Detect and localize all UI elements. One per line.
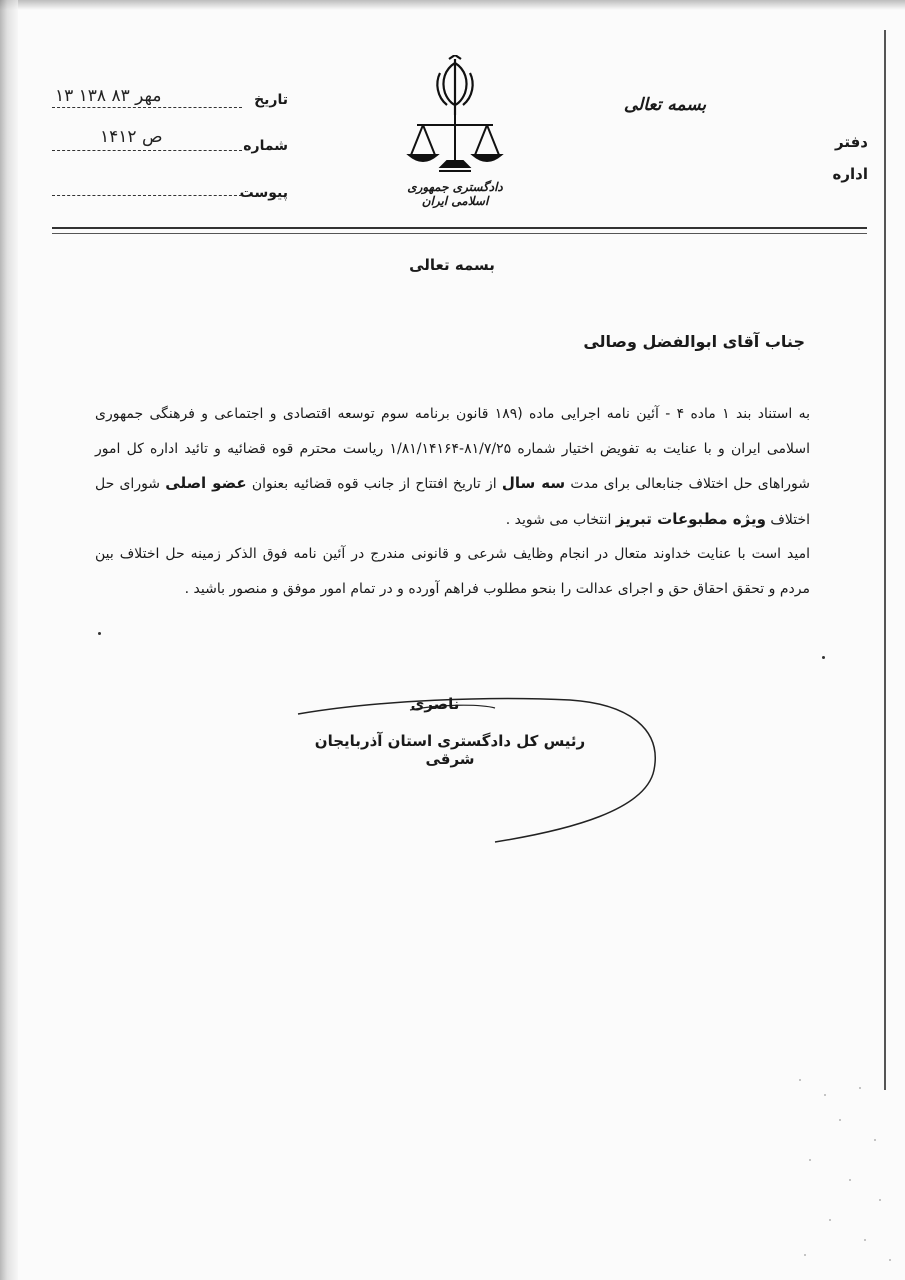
bismillah-header: بسمه تعالی xyxy=(623,95,707,115)
number-label: شماره xyxy=(243,138,288,154)
scan-noise xyxy=(780,1070,900,1270)
body-emphasis: سه سال xyxy=(501,474,566,492)
emblem-caption: دادگستری جمهوری اسلامی ایران xyxy=(407,180,503,208)
date-value: ۱۳ مهر ۸۳ ۱۳۸ xyxy=(55,86,162,106)
header-separator xyxy=(52,227,867,229)
attachment-label: پیوست xyxy=(239,185,288,201)
body-text: انتخاب می شوید . xyxy=(505,511,612,528)
signatory-name: ناصری xyxy=(410,695,460,713)
body-emphasis: عضو اصلی xyxy=(165,474,247,492)
body-text: به استناد بند ۱ ماده ۴ - آئین نامه اجرایی ماده (۱۸۹ قانون برنامه سوم توسعه اقتصادی و اجتماعی و فرهنگی جمهوری اسلامی ایران و با عنایت به تفویض اختیار شماره ۸۱/۷/۲۵-۱/۸۱/۱۴۱۶۴ ریاست محترم قوه قضائیه و تائید اداره کل امور شوراهای حل اختلاف جنابعالی برای مدت xyxy=(95,406,811,492)
scan-speck xyxy=(98,632,101,635)
date-label: تاریخ xyxy=(254,92,288,108)
body-emphasis: ویژه مطبوعات تبریز xyxy=(615,509,766,528)
body-paragraph-1 xyxy=(95,397,810,537)
letter-title: بسمه تعالی xyxy=(409,256,495,274)
attachment-line xyxy=(52,195,242,197)
number-line xyxy=(52,150,242,152)
salutation: جناب آقای ابوالفضل وصالی xyxy=(583,332,805,351)
header-separator-thin xyxy=(52,233,867,234)
scan-edge-top xyxy=(0,0,905,10)
body-text: شورای حل اختلاف xyxy=(95,476,810,528)
number-value: ۱۴۱۲ ص xyxy=(100,127,163,147)
date-line xyxy=(52,107,242,109)
scan-edge-left xyxy=(0,0,18,1280)
office-label: دفتر xyxy=(835,133,868,151)
letter-body xyxy=(95,397,810,606)
department-label: اداره xyxy=(832,165,868,183)
scan-edge-right xyxy=(884,30,886,1090)
body-paragraph-2: امید است با عنایت خداوند متعال در انجام وظایف شرعی و قانونی مندرج در آئین نامه فوق الذکر زمینه حل اختلاف بین مردم و تحقق احقاق حق و اجرای عدالت را بنحو مطلوب فراهم آورده و در تمام امور موفق و منصور باشید . xyxy=(95,546,810,597)
body-text: از تاریخ افتتاح از جانب قوه قضائیه بعنوان xyxy=(251,476,497,492)
signatory-title: رئیس کل دادگستری استان آذربایجان شرقی xyxy=(314,732,586,768)
scan-speck xyxy=(822,656,825,659)
